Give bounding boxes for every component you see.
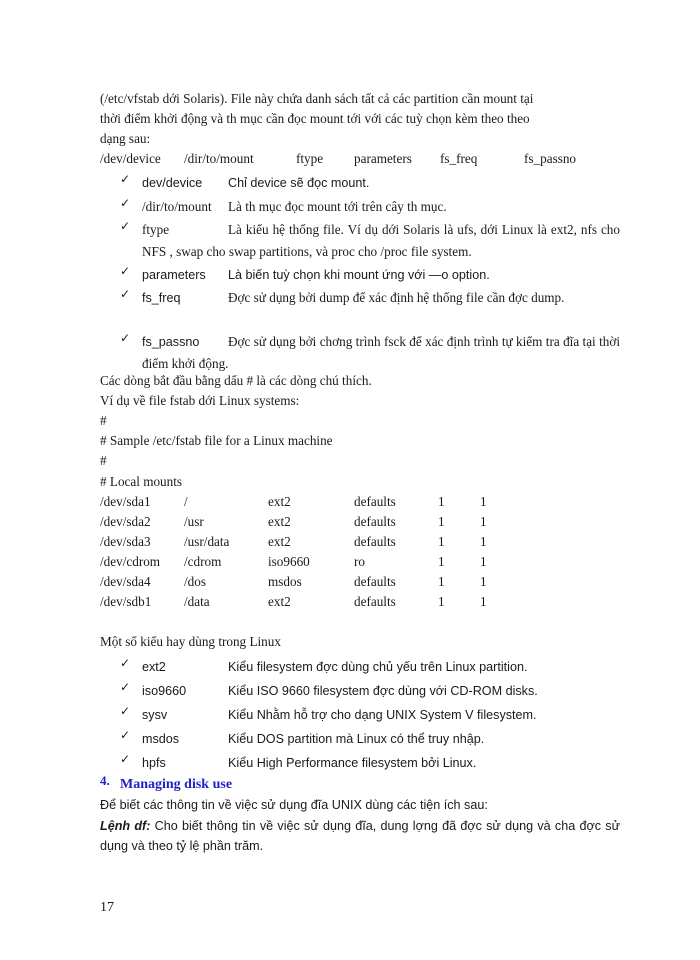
df-paragraph — [100, 816, 620, 856]
field-desc: Chỉ device sẽ đọc mount. — [228, 176, 370, 190]
check-icon: ✓ — [120, 331, 131, 345]
field-key: ftype — [142, 222, 170, 237]
example-heading: Ví dụ về file fstab dới Linux systems: — [100, 393, 300, 408]
field-item — [120, 264, 620, 286]
format-field: ftype — [296, 151, 324, 166]
fs-type-item — [120, 680, 620, 702]
check-icon: ✓ — [120, 264, 131, 278]
field-item — [120, 331, 620, 375]
fs-type-key: ext2 — [142, 660, 166, 674]
field-desc: Là th mục đọc mount tới trên cây th mục. — [228, 199, 447, 214]
fs-type-desc: Kiểu High Performance filesystem bởi Linux. — [228, 756, 477, 770]
field-key: /dir/to/mount — [142, 199, 212, 214]
check-icon: ✓ — [120, 219, 131, 233]
fs-type-key: sysv — [142, 708, 168, 722]
fs-type-desc: Kiểu ISO 9660 filesystem đợc dùng với CD-ROM disks. — [228, 684, 538, 698]
document-page: (/etc/vfstab dới Solaris). File này chứa danh sách tất cả các partition cần mount tại thời điểm khởi động và th mục cần đọc mount tới với các tuỳ chọn kèm theo theo dạng sau: /dev/device /dir/to/mount ftype parameters fs_freq fs_passno ✓ dev/device Chỉ device sẽ đọc mount. ✓ /dir/to/mount Là th mục đọc mount tới trên cây th mục. ✓ ftype Là kiểu hệ thống file. Ví dụ dới Solaris là ufs, dới Linux là ext2, nfs cho NFS , swap cho swap partitions, và proc cho /proc file system. ✓ parameters Là biến tuỳ chọn khi mount ứng với —o option. ✓ fs_freq Đợc sử dụng bởi dump để xác định hệ thống file cần đợc dump. ✓ fs_passno Đợc sử dụng bởi chơng trình fsck để xác định trình tự kiểm tra đĩa tại thời điểm khởi động. Các dòng bắt đầu bằng dấu # là các dòng chú thích. Ví dụ về file fstab dới Linux systems: # # Sample /etc/fstab file for a Linux machine # # Local mounts /dev/sda1 / ext2 defaults 1 1 /dev/sda2 /usr ext2 defaults 1 1 /dev/sda3 /usr/data ext2 defaults 1 1 /dev/cdrom /cdrom iso9660 ro 1 1 /dev/sda4 /dos msdos defaults 1 1 /dev/sdb1 /data ext2 defaults 1 1 Một số kiểu hay dùng trong Linux ✓ ext2 Kiểu filesystem đợc dùng chủ yếu trên Linux partition. ✓ iso9660 Kiểu ISO 9660 filesystem đợc dùng với CD-ROM disks. ✓ sysv Kiểu Nhằm hỗ trợ cho dạng UNIX System V filesystem. ✓ msdos Kiểu DOS partition mà Linux có thể truy nhập. ✓ hpfs Kiểu High Performance filesystem bởi Linux. 4. Managing disk use Để biết các thông tin về việc sử dụng đĩa UNIX dùng các tiện ích sau: Lệnh df: Cho biết thông tin về việc sử dụng đĩa, dung lợng đã đợc sử dụng và cha đợc sử dụng và theo tỷ lệ phần trăm. 17 — [100, 91, 620, 915]
df-text: Cho biết thông tin về việc sử dụng đĩa, dung lợng đã đợc sử dụng và cha đợc sử dụng và theo tỷ lệ phần trăm. — [100, 819, 620, 853]
fs-type-item — [120, 752, 620, 774]
format-field: fs_passno — [524, 151, 577, 166]
check-icon: ✓ — [120, 656, 131, 670]
check-icon: ✓ — [120, 172, 131, 186]
field-key: fs_passno — [142, 335, 200, 349]
check-icon: ✓ — [120, 704, 131, 718]
check-icon: ✓ — [120, 752, 131, 766]
intro-line-1: (/etc/vfstab dới Solaris). File này chứa danh sách tất cả các partition cần mount tại — [100, 91, 534, 106]
fs-type-desc: Kiểu filesystem đợc dùng chủ yếu trên Linux partition. — [228, 660, 528, 674]
field-desc: Là kiểu hệ thống file. Ví dụ dới Solaris là ufs, dới Linux là ext2, nfs cho NFS , swap cho swap partitions, và proc cho /proc file system. — [142, 222, 620, 259]
fs-type-key: iso9660 — [142, 684, 187, 698]
field-item — [120, 196, 620, 218]
format-field: /dev/device — [100, 151, 161, 166]
check-icon: ✓ — [120, 680, 131, 694]
format-line — [100, 151, 620, 167]
field-item — [120, 172, 620, 194]
intro-line-3: dạng sau: — [100, 131, 151, 146]
check-icon: ✓ — [120, 287, 131, 301]
field-desc: Đợc sử dụng bởi chơng trình fsck để xác định trình tự kiểm tra đĩa tại thời điểm khởi động. — [142, 334, 620, 371]
page-number: 17 — [100, 900, 114, 915]
fs-types-heading: Một số kiểu hay dùng trong Linux — [100, 634, 281, 649]
fs-type-item — [120, 656, 620, 678]
format-field: parameters — [354, 151, 412, 166]
fs-type-desc: Kiểu Nhằm hỗ trợ cho dạng UNIX System V filesystem. — [228, 708, 537, 722]
fs-type-key: hpfs — [142, 756, 166, 770]
df-label: Lệnh df: — [100, 819, 151, 833]
fs-type-item — [120, 704, 620, 726]
fs-type-desc: Kiểu DOS partition mà Linux có thể truy nhập. — [228, 732, 485, 746]
field-key: dev/device — [142, 176, 203, 190]
comment-note: Các dòng bắt đầu bằng dấu # là các dòng chú thích. — [100, 373, 372, 388]
section-number: 4. — [100, 773, 110, 788]
check-icon: ✓ — [120, 728, 131, 742]
fs-type-key: msdos — [142, 732, 180, 746]
format-field: fs_freq — [440, 151, 478, 166]
fstab-comment: # — [100, 453, 107, 468]
usage-intro: Để biết các thông tin về việc sử dụng đĩa UNIX dùng các tiện ích sau: — [100, 798, 488, 812]
fs-type-item — [120, 728, 620, 750]
fstab-comment: # Local mounts — [100, 474, 183, 489]
field-desc: Là biến tuỳ chọn khi mount ứng với —o option. — [228, 268, 490, 282]
field-key: fs_freq — [142, 291, 181, 305]
format-field: /dir/to/mount — [184, 151, 254, 166]
section-title: Managing disk use — [120, 777, 233, 792]
fstab-comment: # Sample /etc/fstab file for a Linux machine — [100, 433, 333, 448]
field-key: parameters — [142, 268, 206, 282]
field-desc: Đợc sử dụng bởi dump để xác định hệ thống file cần đợc dump. — [228, 290, 565, 305]
intro-line-2: thời điểm khởi động và th mục cần đọc mount tới với các tuỳ chọn kèm theo theo — [100, 111, 530, 126]
field-item — [120, 287, 620, 331]
check-icon: ✓ — [120, 196, 131, 210]
field-item — [120, 219, 620, 263]
fstab-comment: # — [100, 413, 107, 428]
